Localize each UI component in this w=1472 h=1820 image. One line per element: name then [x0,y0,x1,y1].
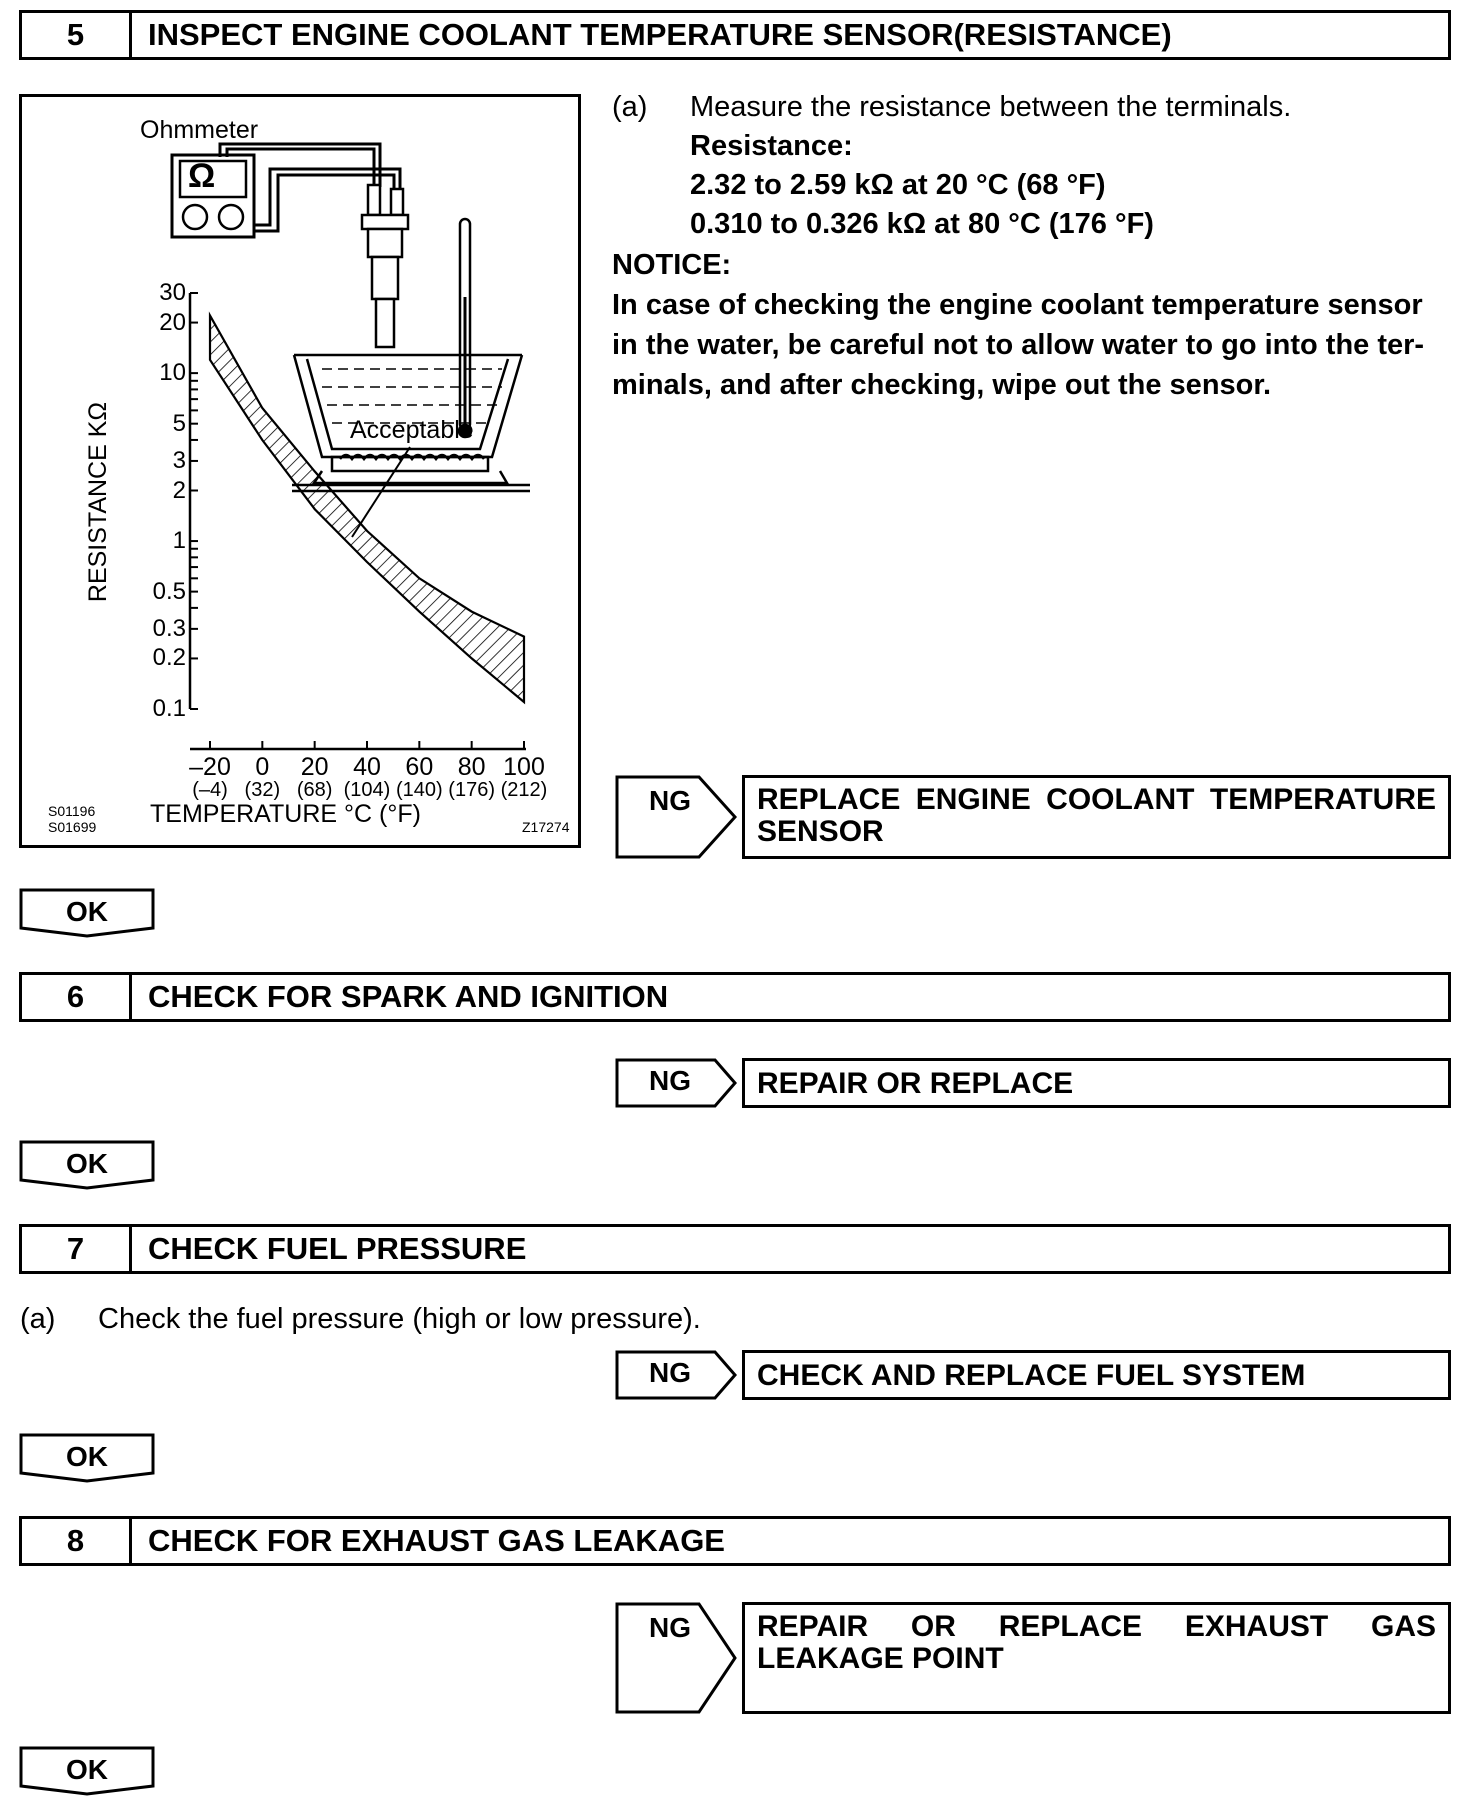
notice-line: minals, and after checking, wipe out the sensor. [612,369,1272,401]
step5-ng-result [742,775,1451,859]
y-tick-label: 1 [172,527,186,555]
acceptable-label: Acceptable [350,416,474,444]
ng-result-line: SENSOR [757,815,884,848]
ng-result-line: REPLACE ENGINE COOLANT TEMPERATURE [757,783,1436,816]
x-tick-label: 20 [300,753,329,781]
x-tick-sublabel: (104) [343,779,391,801]
y-tick-label: 2 [172,476,186,504]
y-tick-label: 0.3 [152,614,186,642]
step7-ng-result: CHECK AND REPLACE FUEL SYSTEM [742,1350,1451,1400]
notice-label: NOTICE: [612,249,732,281]
y-tick-label: 10 [159,359,186,387]
y-tick-label: 30 [159,279,186,306]
x-tick-label: 40 [353,753,381,781]
step-number: 7 [22,1227,132,1271]
ng-arrow [615,1058,737,1113]
x-tick-label: 0 [255,753,270,781]
step-5-header [19,10,1451,60]
ng-label: NG [649,1612,691,1643]
step8-ng-result [742,1602,1451,1714]
x-tick-label: 80 [457,753,486,781]
ng-arrow [615,1602,737,1719]
x-tick-sublabel: (68) [296,779,333,801]
ng-label: NG [649,785,691,816]
step-number: 8 [22,1519,132,1563]
y-tick-label: 20 [159,308,186,336]
figure-id-1: S01196 [48,803,96,819]
step-title: INSPECT ENGINE COOLANT TEMPERATURE SENSOR(RESISTANCE) [148,17,1172,52]
figure-id-2: S01699 [48,819,97,835]
step6-ng-result: REPAIR OR REPLACE [742,1058,1451,1108]
y-tick-label: 5 [172,409,186,437]
step7-instruction: Check the fuel pressure (high or low pressure). [98,1303,701,1335]
step-number: 6 [22,975,132,1019]
y-tick-label: 3 [172,446,186,474]
ng-result-line: REPAIR OR REPLACE EXHAUST GAS [757,1610,1436,1643]
ok-label: OK [66,896,108,927]
ng-label: NG [649,1357,691,1388]
figure-code: Z17274 [522,819,570,835]
ng-result-line: LEAKAGE POINT [757,1642,1004,1675]
notice-line: in the water, be careful not to allow water to go into the ter- [612,329,1425,361]
resistance-spec-20c: 2.32 to 2.59 kΩ at 20 °C (68 °F) [690,169,1106,201]
ohm-symbol: Ω [188,157,216,195]
x-tick-sublabel: (176) [448,779,495,801]
ng-label: NG [649,1065,691,1096]
step-title: CHECK FUEL PRESSURE [148,1231,527,1266]
ng-arrow [615,775,737,864]
step5-instruction: Measure the resistance between the terminals. [690,91,1292,123]
step5-item-marker: (a) [612,91,648,123]
y-axis-label: RESISTANCE KΩ [84,401,112,603]
resistance-label: Resistance: [690,130,853,162]
notice-line: In case of checking the engine coolant temperature sensor [612,289,1423,321]
ok-tag [19,1433,155,1483]
step-number: 5 [22,13,132,57]
ok-label: OK [66,1148,108,1179]
ok-tag [19,1746,155,1796]
ng-arrow [615,1350,737,1405]
resistance-spec-80c: 0.310 to 0.326 kΩ at 80 °C (176 °F) [690,208,1154,240]
step-6-header [19,972,1451,1022]
ok-label: OK [66,1441,108,1472]
x-tick-sublabel: (32) [244,779,281,801]
coolant-sensor-icon [362,185,408,347]
x-tick-label: 60 [405,753,434,781]
x-tick-label: –20 [189,753,231,781]
step-title: CHECK FOR SPARK AND IGNITION [148,979,669,1014]
ohmmeter-label: Ohmmeter [140,116,259,144]
coolant-sensor-figure [19,94,581,848]
y-tick-label: 0.5 [152,577,186,605]
x-tick-sublabel: (212) [500,779,548,801]
step-8-header [19,1516,1451,1566]
x-tick-label: 100 [503,753,545,781]
step-title: CHECK FOR EXHAUST GAS LEAKAGE [148,1523,725,1558]
step7-item-marker: (a) [20,1303,56,1335]
step-7-header [19,1224,1451,1274]
x-axis-label: TEMPERATURE °C (°F) [150,800,421,828]
acceptable-band [210,316,524,702]
x-tick-sublabel: (–4) [192,779,228,801]
y-tick-label: 0.1 [152,695,186,722]
ok-tag [19,888,155,938]
y-tick-label: 0.2 [152,644,186,672]
ok-label: OK [66,1754,108,1785]
x-tick-sublabel: (140) [395,779,443,801]
ok-tag [19,1140,155,1190]
